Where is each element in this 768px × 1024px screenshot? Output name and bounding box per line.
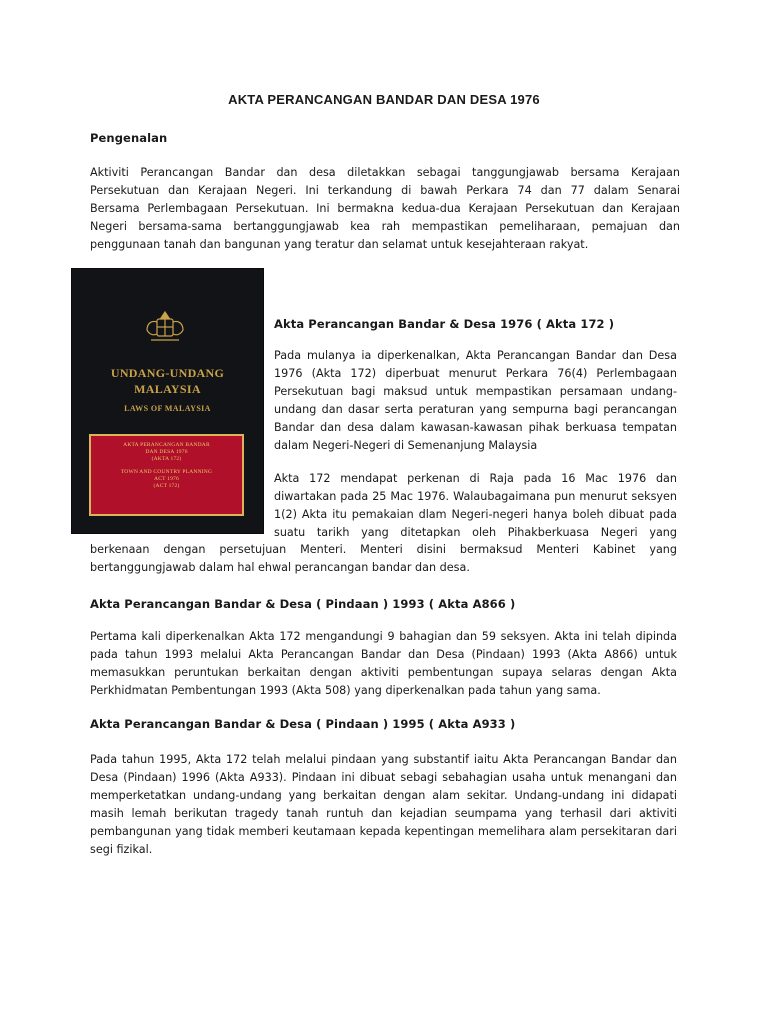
text-line: 1976 (Akta 172) diperbuat menurut Perkara 76(4) Perlembagaan xyxy=(274,367,677,380)
text-line: Pertama kali diperkenalkan Akta 172 mengandungi 9 bahagian dan 59 seksyen. Akta ini telah dipinda xyxy=(90,630,677,643)
cover-label-line: TOWN AND COUNTRY PLANNING xyxy=(120,469,213,475)
text-line: penggunaan tanah dan bangunan yang teratur dan selamat untuk kesejahteraan rakyat. xyxy=(90,238,589,251)
cover-red-label xyxy=(89,434,244,516)
text-line: Persekutuan dan Kerajaan Negeri. Ini terkandung di bawah Perkara 74 dan 77 dalam Senarai xyxy=(90,184,680,197)
cover-title-line2: MALAYSIA xyxy=(134,382,201,396)
text-line: dalam Negeri-Negeri di Semenanjung Malaysia xyxy=(274,439,538,452)
text-line: undang dan dasar serta peraturan yang sempurna bagi perancangan xyxy=(274,403,677,416)
section3-heading: Akta Perancangan Bandar & Desa ( Pindaan ) 1995 ( Akta A933 ) xyxy=(90,717,516,731)
page-title: AKTA PERANCANGAN BANDAR DAN DESA 1976 xyxy=(228,92,540,107)
cover-label-line: ACT 1976 xyxy=(154,476,179,482)
cover-title-line1: UNDANG-UNDANG xyxy=(110,366,225,380)
section1-heading: Akta Perancangan Bandar & Desa 1976 ( Akta 172 ) xyxy=(274,317,615,331)
section2-heading: Akta Perancangan Bandar & Desa ( Pindaan ) 1993 ( Akta A866 ) xyxy=(90,597,516,611)
intro-heading: Pengenalan xyxy=(90,131,168,145)
cover-label-line: DAN DESA 1976 xyxy=(145,449,188,455)
section1-paragraph2-continued xyxy=(90,541,677,577)
text-line: Pada mulanya ia diperkenalkan, Akta Perancangan Bandar dan Desa xyxy=(274,349,677,362)
section2-paragraph xyxy=(90,628,677,700)
text-line: segi fizikal. xyxy=(90,843,153,856)
text-line: memperketatkan undang-undang yang berkaitan dengan alam sekitar. Undang-undang ini didapati xyxy=(90,789,677,802)
text-line: masih lemah berikutan tragedy tanah runtuh dan kejadian seumpama yang terhasil dari aktiviti xyxy=(90,807,677,820)
text-line: Bersama Perlembagaan Persekutuan. Ini bermakna kedua-dua Kerajaan Persekutuan dan Kerajaan xyxy=(90,202,680,215)
malaysia-crest-icon xyxy=(143,310,187,344)
text-line: Aktiviti Perancangan Bandar dan desa diletakkan sebagai tanggungjawab bersama Kerajaan xyxy=(90,166,680,179)
cover-label-line: (AKTA 172) xyxy=(151,456,182,462)
section1-paragraph2 xyxy=(274,470,677,542)
text-line: pada tahun 1993 melalui Akta Perancangan Bandar dan Desa (Pindaan) 1993 (Akta A866) untuk xyxy=(90,648,677,661)
section3-paragraph xyxy=(90,751,677,859)
text-line: Akta 172 mendapat perkenan di Raja pada 16 Mac 1976 dan xyxy=(274,472,677,485)
cover-label-line: (ACT 172) xyxy=(153,483,180,489)
intro-paragraph xyxy=(90,164,680,254)
cover-subtitle: LAWS OF MALAYSIA xyxy=(124,404,211,413)
section1-paragraph1 xyxy=(274,347,677,455)
text-line: Persekutuan bagi maksud untuk mempastikan persamaan undang- xyxy=(274,385,677,398)
cover-label-line: AKTA PERANCANGAN BANDAR xyxy=(123,442,210,448)
text-line: Perkhidmatan Pembentungan 1993 (Akta 508) yang diperkenalkan pada tahun yang sama. xyxy=(90,684,601,697)
text-line: bertanggungjawab dalam hal ehwal perancangan bandar dan desa. xyxy=(90,561,470,574)
book-cover-image xyxy=(71,268,264,534)
text-line: pembangunan yang tidak memberi keutamaan kepada kepentingan memelihara alam persekitaran dari xyxy=(90,825,677,838)
text-line: Desa (Pindaan) 1996 (Akta A933). Pindaan ini dibuat sebagi sebahagian usaha untuk menangani dan xyxy=(90,771,677,784)
text-line: diwartakan pada 25 Mac 1976. Walaubagaimana pun menurut seksyen xyxy=(274,490,677,503)
text-line: berkenaan dengan persetujuan Menteri. Menteri disini bermaksud Menteri Kabinet yang xyxy=(90,543,677,556)
text-line: Pada tahun 1995, Akta 172 telah melalui pindaan yang substantif iaitu Akta Perancangan Bandar dan xyxy=(90,753,677,766)
text-line: suatu tarikh yang ditetapkan oleh Pihakberkuasa Negeri yang xyxy=(274,526,677,539)
text-line: 1(2) Akta itu pemakaian dlam Negeri-negeri hanya boleh dibuat pada xyxy=(274,508,677,521)
text-line: Negeri bersama-sama bertanggungjawab kea rah mempastikan pemeliharaan, pemajuan dan xyxy=(90,220,680,233)
text-line: Bandar dan desa dalam kawasan-kawasan pihak berkuasa tempatan xyxy=(274,421,677,434)
text-line: memasukkan peruntukan berkaitan dengan aktiviti pembentungan supaya selaras dengan Akta xyxy=(90,666,677,679)
